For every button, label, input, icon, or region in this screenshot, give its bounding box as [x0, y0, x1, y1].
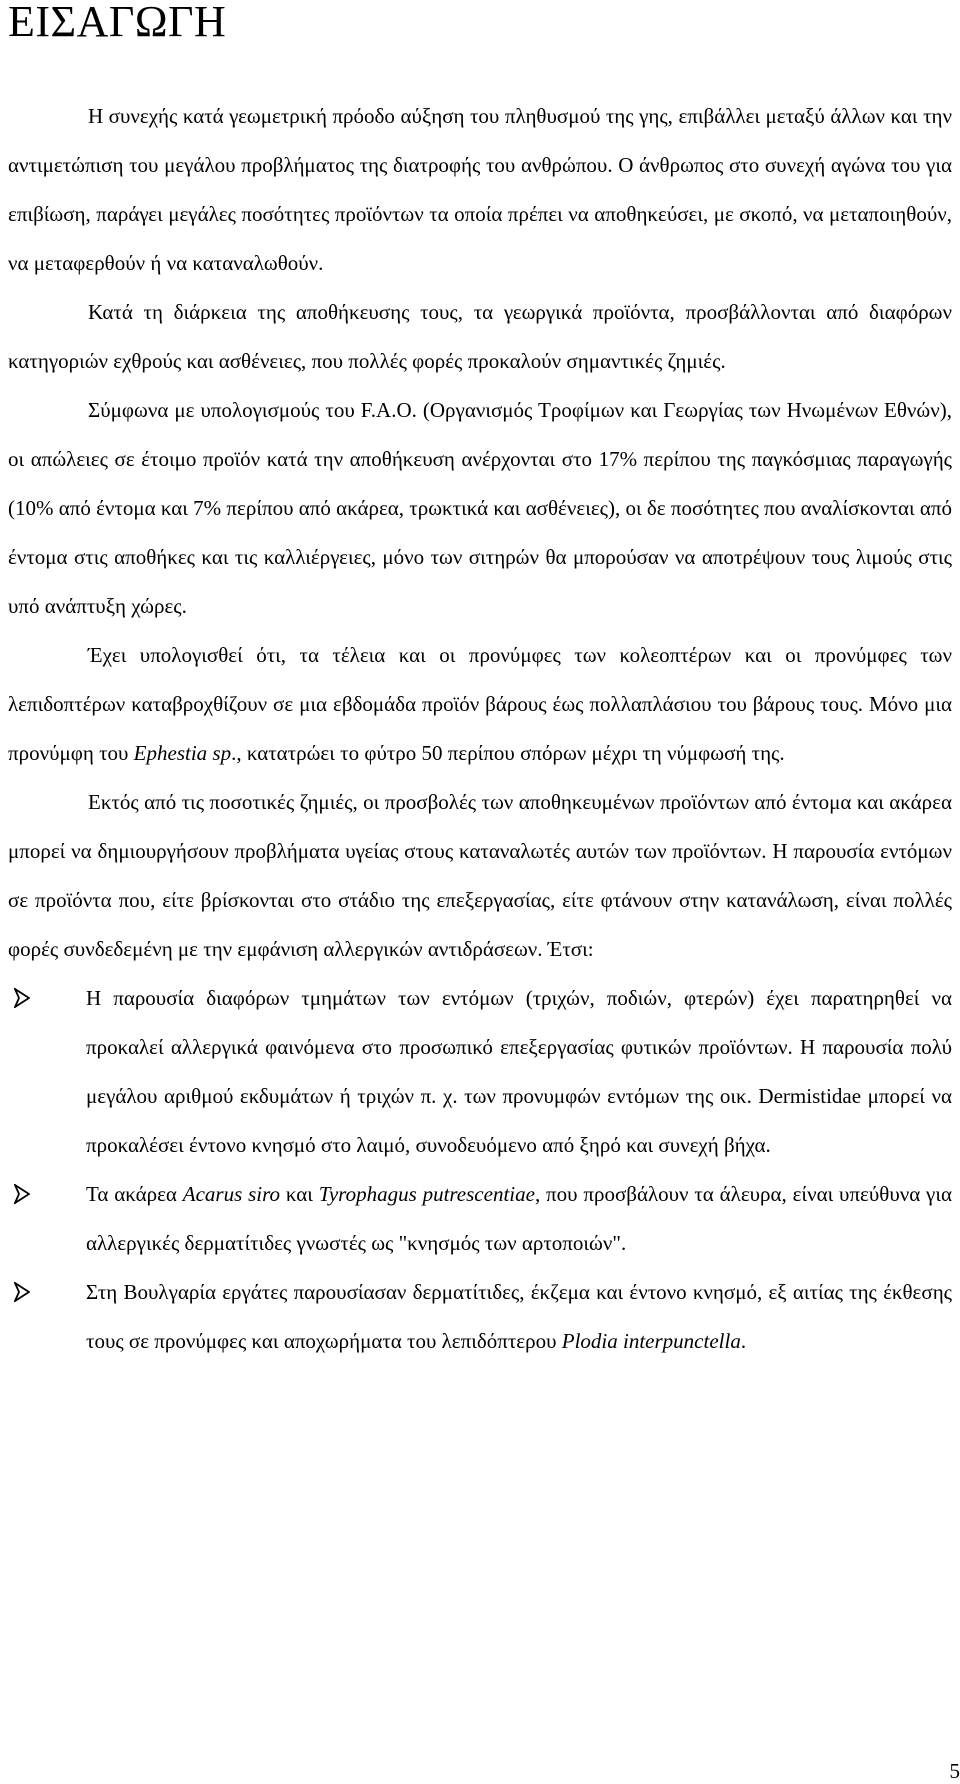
list-item: [8, 974, 952, 1170]
arrowhead-bullet-icon: [14, 1170, 40, 1219]
paragraph-2: Κατά τη διάρκεια της αποθήκευσης τους, τα γεωργικά προϊόντα, προσβάλλονται από διαφόρων κατηγοριών εχθρούς και ασθένειες, που πολλές φορές προκαλούν σημαντικές ζημιές.: [8, 288, 952, 386]
species-name: Ephestia sp: [134, 741, 231, 765]
list-item: [8, 1268, 952, 1366]
species-name: Plodia interpunctella: [562, 1329, 741, 1353]
species-name: Acarus siro: [183, 1182, 280, 1206]
paragraph-4-text: Έχει υπολογισθεί ότι, τα τέλεια και οι προνύμφες των κολεοπτέρων και οι προνύμφες των λεπιδοπτέρων καταβροχθίζουν σε μια εβδομάδα προϊόν βάρους έως πολλαπλάσιου του βάρους τους. Μόνο μια προνύμφη του: [8, 643, 952, 765]
paragraph-4: [8, 631, 952, 778]
arrowhead-bullet-icon: [14, 1268, 40, 1317]
paragraph-4-text-end: ., κατατρώει το φύτρο 50 περίπου σπόρων μέχρι τη νύμφωσή της.: [231, 741, 785, 765]
document-page: [8, 0, 952, 1366]
paragraph-1: Η συνεχής κατά γεωμετρική πρόοδο αύξηση του πληθυσμού της γης, επιβάλλει μεταξύ άλλων και την αντιμετώπιση του μεγάλου προβλήματος της διατροφής του ανθρώπου. Ο άνθρωπος στο συνεχή αγώνα του για επιβίωση, παράγει μεγάλες ποσότητες προϊόντων τα οποία πρέπει να αποθηκεύσει, με σκοπό, να μεταποιηθούν, να μεταφερθούν ή να καταναλωθούν.: [8, 92, 952, 288]
arrowhead-bullet-icon: [14, 974, 40, 1023]
document-title: ΕΙΣΑΓΩΓΗ: [8, 0, 952, 42]
bullet-list: [8, 974, 952, 1366]
list-item-text: Στη Βουλγαρία εργάτες παρουσίασαν δερματίτιδες, έκζεμα και έντονο κνησμό, εξ αιτίας της έκθεσης τους σε προνύμφες και αποχωρήματα του λεπιδόπτερου: [86, 1280, 952, 1353]
list-item-text: .: [741, 1329, 746, 1353]
paragraph-5: Εκτός από τις ποσοτικές ζημιές, οι προσβολές των αποθηκευμένων προϊόντων από έντομα και ακάρεα μπορεί να δημιουργήσουν προβλήματα υγείας στους καταναλωτές αυτών των προϊόντων. Η παρουσία εντόμων σε προϊόντα που, είτε βρίσκονται στο στάδιο της επεξεργασίας, είτε φτάνουν στην κατανάλωση, είναι πολλές φορές συνδεδεμένη με την εμφάνιση αλλεργικών αντιδράσεων. Έτσι:: [8, 778, 952, 974]
list-item: [8, 1170, 952, 1268]
paragraph-3: Σύμφωνα με υπολογισμούς του F.A.O. (Οργανισμός Τροφίμων και Γεωργίας των Ηνωμένων Εθνών), οι απώλειες σε έτοιμο προϊόν κατά την αποθήκευση ανέρχονται στο 17% περίπου της παγκόσμιας παραγωγής (10% από έντομα και 7% περίπου από ακάρεα, τρωκτικά και ασθένειες), οι δε ποσότητες που αναλίσκονται από έντομα στις αποθήκες και τις καλλιέργειες, μόνο των σιτηρών θα μπορούσαν να αποτρέψουν τους λιμούς στις υπό ανάπτυξη χώρες.: [8, 386, 952, 631]
list-item-text: , που προσβάλουν τα άλευρα, είναι υπεύθυνα για αλλεργικές δερματίτιδες γνωστές ως "κνησμός των αρτοποιών".: [86, 1182, 952, 1255]
list-item-text: και: [280, 1182, 319, 1206]
list-item-text: Η παρουσία διαφόρων τμημάτων των εντόμων (τριχών, ποδιών, φτερών) έχει παρατηρηθεί να προκαλεί αλλεργικά φαινόμενα στο προσωπικό επεξεργασίας φυτικών προϊόντων. Η παρουσία πολύ μεγάλου αριθμού εκδυμάτων ή τριχών π. χ. των προνυμφών εντόμων της οικ. Dermistidae μπορεί να προκαλέσει έντονο κνησμό στο λαιμό, συνοδευόμενο από ξηρό και συνεχή βήχα.: [86, 986, 952, 1157]
species-name: Tyrophagus putrescentiae: [319, 1182, 535, 1206]
list-item-text: Τα ακάρεα: [86, 1182, 183, 1206]
page-number: 5: [950, 1759, 960, 1784]
